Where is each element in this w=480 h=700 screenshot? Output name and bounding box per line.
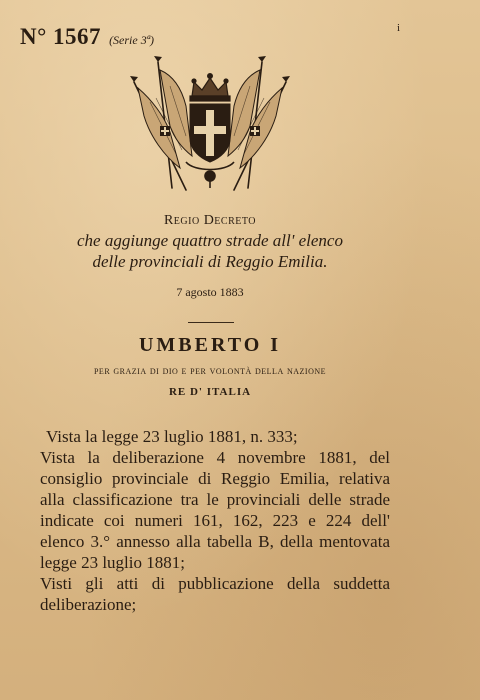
decree-kind: Regio Decreto bbox=[163, 213, 257, 228]
decree-series: (Serie 3ª) bbox=[109, 33, 155, 47]
recital-paragraph: Vista la deliberazione 4 novembre 1881, del consiglio provinciale di Reggio Emilia, relativa alla classificazione tra le provinciali delle strade indicate coi numeri 161, 162, 223 e 224 dell' elenco 3.° annesso alla tabella B, della mentovata legge 23 luglio 1881; bbox=[40, 448, 390, 572]
recital-paragraph: Vista la legge 23 luglio 1881, n. 333; bbox=[46, 427, 298, 446]
sovereign-title: RE D' ITALIA bbox=[168, 386, 252, 398]
divider bbox=[188, 322, 234, 323]
decree-subject-line-2: delle provinciali di Reggio Emilia. bbox=[92, 252, 328, 271]
sovereign-grace-formula: per grazia di dio e per volontà della nazione bbox=[93, 365, 327, 377]
sovereign-name: UMBERTO I bbox=[138, 334, 282, 356]
recital-paragraph: Visti gli atti di pubblicazione della suddetta deliberazione; bbox=[40, 574, 390, 614]
decree-number-header bbox=[20, 24, 154, 50]
decree-title-block bbox=[0, 212, 420, 272]
decree-number: N° 1567 bbox=[20, 24, 102, 49]
decree-date: 7 agosto 1883 bbox=[176, 285, 244, 299]
decree-body bbox=[40, 426, 390, 615]
decree-subject-line-1: che aggiunge quattro strade all' elenco bbox=[77, 231, 343, 250]
corner-mark: i bbox=[396, 22, 400, 34]
royal-coat-of-arms-with-flags-icon bbox=[130, 56, 290, 192]
